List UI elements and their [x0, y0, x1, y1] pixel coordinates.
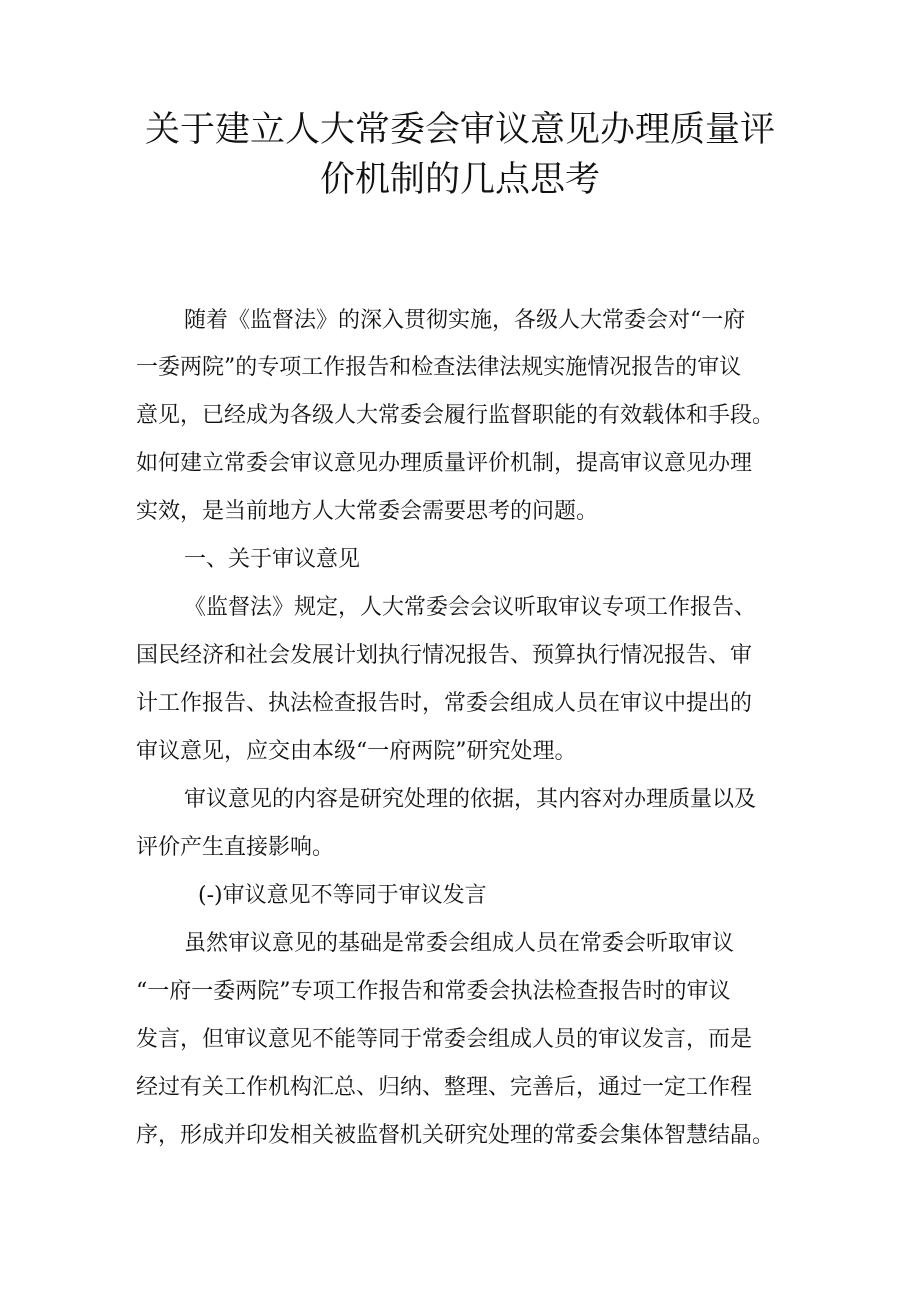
- paragraph-4-line-3: 发言，但审议意见不能等同于常委会组成人员的审议发言，而是: [136, 1027, 753, 1052]
- paragraph-2-line-3: 计工作报告、执法检查报告时，常委会组成人员在审议中提出的: [136, 691, 753, 716]
- paragraph-2-line-1: 《监督法》规定，人大常委会会议听取审议专项工作报告、: [184, 595, 757, 620]
- document-title-line-2: 价机制的几点思考: [319, 160, 600, 200]
- paragraph-4-line-1: 虽然审议意见的基础是常委会组成人员在常委会听取审议: [184, 931, 735, 956]
- paragraph-1-line-4: 如何建立常委会审议意见办理质量评价机制，提高审议意见办理: [136, 451, 753, 476]
- paragraph-4-line-2: “一府一委两院”专项工作报告和常委会执法检查报告时的审议: [136, 979, 731, 1004]
- paragraph-4-line-4: 经过有关工作机构汇总、归纳、整理、完善后，通过一定工作程: [136, 1075, 753, 1100]
- paragraph-2-line-2: 国民经济和社会发展计划执行情况报告、预算执行情况报告、审: [136, 643, 753, 668]
- paragraph-3-line-1: 审议意见的内容是研究处理的依据，其内容对办理质量以及: [184, 787, 757, 812]
- section-heading-1: 一、关于审议意见: [184, 547, 361, 572]
- paragraph-4-line-5: 序，形成并印发相关被监督机关研究处理的常委会集体智慧结晶。: [136, 1123, 775, 1148]
- paragraph-1-line-2: 一委两院”的专项工作报告和检查法律法规实施情况报告的审议: [136, 355, 742, 380]
- paragraph-2-line-4: 审议意见，应交由本级“一府两院”研究处理。: [136, 739, 577, 764]
- subsection-heading-1: (-)审议意见不等同于审议发言: [198, 883, 487, 908]
- paragraph-1-line-3: 意见，已经成为各级人大常委会履行监督职能的有效载体和手段。: [136, 403, 775, 428]
- paragraph-1-line-5: 实效，是当前地方人大常委会需要思考的问题。: [136, 499, 599, 524]
- paragraph-1-line-1: 随着《监督法》的深入贯彻实施，各级人大常委会对“一府: [184, 308, 746, 333]
- paragraph-3-line-2: 评价产生直接影响。: [136, 835, 335, 860]
- document-title-line-1: 关于建立人大常委会审议意见办理质量评: [144, 110, 775, 150]
